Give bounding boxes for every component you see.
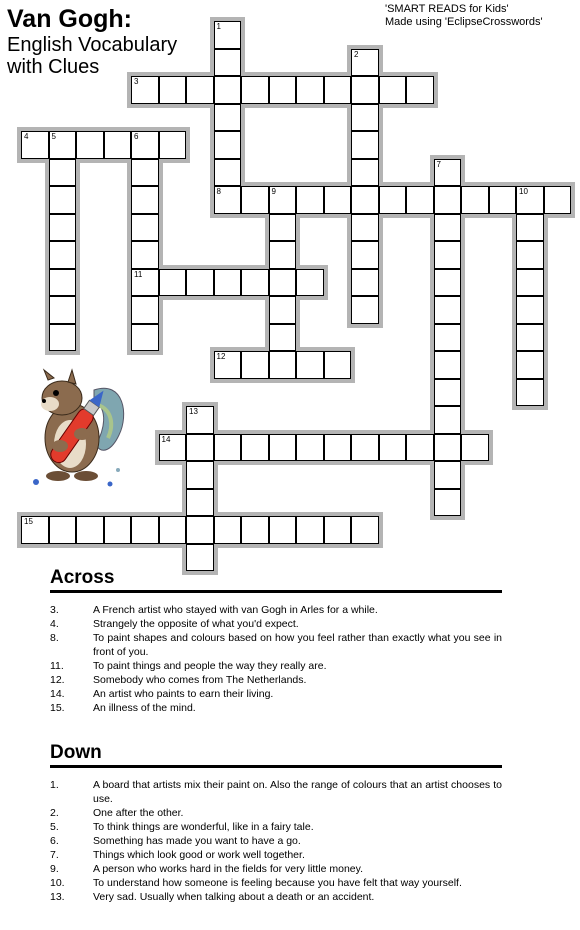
grid-cell[interactable] bbox=[131, 186, 159, 214]
grid-cell[interactable] bbox=[49, 214, 77, 242]
clue-item-number: 12. bbox=[50, 674, 65, 686]
clue-number: 3 bbox=[134, 77, 139, 86]
grid-cell[interactable] bbox=[296, 186, 324, 214]
grid-cell[interactable] bbox=[434, 241, 462, 269]
grid-cell[interactable] bbox=[351, 186, 379, 214]
grid-cell[interactable] bbox=[324, 516, 352, 544]
clue-item bbox=[50, 806, 502, 820]
grid-cell[interactable] bbox=[406, 186, 434, 214]
title-line-2: English Vocabulary bbox=[7, 34, 178, 56]
clue-item bbox=[50, 701, 502, 715]
grid-cell[interactable] bbox=[186, 489, 214, 517]
grid-cell[interactable] bbox=[489, 186, 517, 214]
across-clue-list bbox=[50, 603, 502, 715]
clue-item-number: 8. bbox=[50, 632, 59, 644]
grid-cell[interactable] bbox=[516, 269, 544, 297]
across-heading: Across bbox=[50, 566, 502, 593]
across-clues-section bbox=[50, 566, 502, 715]
title-line-1: Van Gogh: bbox=[7, 5, 132, 33]
grid-cell[interactable] bbox=[214, 49, 242, 77]
grid-cell[interactable] bbox=[351, 296, 379, 324]
clue-item-number: 2. bbox=[50, 807, 59, 819]
grid-cell[interactable] bbox=[49, 131, 77, 159]
clue-item-number: 6. bbox=[50, 835, 59, 847]
clue-item-number: 3. bbox=[50, 604, 59, 616]
clue-number: 13 bbox=[189, 407, 198, 416]
clue-number: 5 bbox=[51, 132, 56, 141]
grid-cell[interactable] bbox=[296, 76, 324, 104]
clue-number: 4 bbox=[24, 132, 29, 141]
clue-item-text: Things which look good or work well together. bbox=[93, 849, 305, 861]
grid-cell[interactable] bbox=[21, 131, 49, 159]
grid-cell[interactable] bbox=[296, 434, 324, 462]
down-heading: Down bbox=[50, 741, 502, 768]
grid-cell[interactable] bbox=[159, 269, 187, 297]
clue-item-number: 9. bbox=[50, 863, 59, 875]
clue-item-text: A board that artists mix their paint on. Also the range of colours that an artist chooses to use. bbox=[93, 779, 502, 805]
grid-cell[interactable] bbox=[214, 434, 242, 462]
clue-item bbox=[50, 603, 502, 617]
clue-item-text: Strangely the opposite of what you'd expect. bbox=[93, 618, 299, 630]
grid-cell[interactable] bbox=[296, 351, 324, 379]
grid-cell[interactable] bbox=[351, 159, 379, 187]
clue-item-number: 5. bbox=[50, 821, 59, 833]
grid-cell[interactable] bbox=[186, 516, 214, 544]
grid-cell[interactable] bbox=[49, 324, 77, 352]
grid-cell[interactable] bbox=[269, 296, 297, 324]
clue-item-text: Something has made you want to have a go. bbox=[93, 835, 301, 847]
clue-item-text: A person who works hard in the fields for very little money. bbox=[93, 863, 364, 875]
grid-cell[interactable] bbox=[516, 296, 544, 324]
grid-cell[interactable] bbox=[324, 434, 352, 462]
grid-cell[interactable] bbox=[131, 296, 159, 324]
clue-number: 7 bbox=[436, 159, 441, 169]
grid-cell[interactable] bbox=[186, 434, 214, 462]
clue-number: 1 bbox=[216, 22, 221, 31]
grid-cell[interactable] bbox=[76, 516, 104, 544]
clue-item-text: Somebody who comes from The Netherlands. bbox=[93, 674, 307, 686]
clue-item-text: One after the other. bbox=[93, 807, 184, 819]
down-clue-list bbox=[50, 778, 502, 904]
grid-cell[interactable] bbox=[214, 131, 242, 159]
grid-cell[interactable] bbox=[434, 461, 462, 489]
squirrel-with-paintbrush-icon bbox=[24, 360, 130, 492]
clue-item bbox=[50, 834, 502, 848]
clue-number: 11 bbox=[134, 269, 143, 279]
grid-cell[interactable] bbox=[131, 159, 159, 187]
grid-cell[interactable] bbox=[351, 214, 379, 242]
grid-cell[interactable] bbox=[49, 186, 77, 214]
clue-item-text: To think things are wonderful, like in a fairy tale. bbox=[93, 821, 314, 833]
grid-cell[interactable] bbox=[434, 434, 462, 462]
clue-number: 8 bbox=[216, 187, 221, 196]
grid-cell[interactable] bbox=[21, 516, 49, 544]
grid-cell[interactable] bbox=[186, 269, 214, 297]
grid-cell[interactable] bbox=[49, 296, 77, 324]
grid-cell[interactable] bbox=[269, 324, 297, 352]
clue-item-text: An illness of the mind. bbox=[93, 702, 196, 714]
clue-item bbox=[50, 862, 502, 876]
clue-item-text: A French artist who stayed with van Gogh in Arles for a while. bbox=[93, 604, 378, 616]
clue-item-number: 7. bbox=[50, 849, 59, 861]
grid-cell[interactable] bbox=[434, 214, 462, 242]
clue-number: 9 bbox=[271, 187, 276, 196]
grid-cell[interactable] bbox=[186, 406, 214, 434]
clue-item bbox=[50, 778, 502, 806]
grid-cell[interactable] bbox=[269, 214, 297, 242]
grid-cell[interactable] bbox=[269, 269, 297, 297]
clue-number: 12 bbox=[216, 352, 226, 361]
clue-number: 10 bbox=[519, 187, 528, 196]
grid-cell[interactable] bbox=[241, 76, 269, 104]
clue-item-text: To understand how someone is feeling because you have felt that way yourself. bbox=[93, 877, 462, 889]
grid-cell[interactable] bbox=[351, 49, 379, 77]
grid-cell[interactable] bbox=[214, 21, 242, 49]
grid-cell[interactable] bbox=[131, 269, 159, 297]
clue-item-number: 11. bbox=[50, 660, 64, 672]
grid-cell[interactable] bbox=[434, 186, 462, 214]
grid-cell[interactable] bbox=[159, 516, 187, 544]
grid-cell[interactable] bbox=[269, 351, 297, 379]
grid-cell[interactable] bbox=[214, 186, 242, 214]
grid-cell[interactable] bbox=[516, 379, 544, 407]
grid-cell[interactable] bbox=[434, 324, 462, 352]
clue-item bbox=[50, 631, 502, 659]
grid-cell[interactable] bbox=[76, 131, 104, 159]
grid-cell[interactable] bbox=[351, 434, 379, 462]
grid-cell[interactable] bbox=[186, 461, 214, 489]
clue-item bbox=[50, 687, 502, 701]
grid-cell[interactable] bbox=[434, 351, 462, 379]
grid-cell[interactable] bbox=[434, 379, 462, 407]
grid-cell[interactable] bbox=[324, 351, 352, 379]
grid-cell[interactable] bbox=[241, 269, 269, 297]
clue-item-number: 15. bbox=[50, 702, 65, 714]
grid-cell[interactable] bbox=[241, 351, 269, 379]
grid-cell[interactable] bbox=[49, 516, 77, 544]
grid-cell[interactable] bbox=[214, 269, 242, 297]
grid-cell[interactable] bbox=[351, 241, 379, 269]
grid-cell[interactable] bbox=[159, 434, 187, 462]
grid-cell[interactable] bbox=[351, 76, 379, 104]
grid-cell[interactable] bbox=[379, 434, 407, 462]
credits-line-2: Made using 'EclipseCrosswords' bbox=[385, 16, 543, 28]
grid-cell[interactable] bbox=[379, 186, 407, 214]
grid-cell[interactable] bbox=[214, 351, 242, 379]
credits-line-1: 'SMART READS for Kids' bbox=[385, 3, 509, 15]
clue-item bbox=[50, 673, 502, 687]
clue-item bbox=[50, 848, 502, 862]
grid-cell[interactable] bbox=[434, 489, 462, 517]
grid-cell[interactable] bbox=[269, 186, 297, 214]
grid-cell[interactable] bbox=[434, 159, 462, 187]
grid-cell[interactable] bbox=[241, 434, 269, 462]
grid-cell[interactable] bbox=[131, 324, 159, 352]
clue-item-text: To paint things and people the way they really are. bbox=[93, 660, 327, 672]
grid-cell[interactable] bbox=[461, 186, 489, 214]
grid-cell[interactable] bbox=[324, 186, 352, 214]
grid-cell[interactable] bbox=[269, 516, 297, 544]
clue-item bbox=[50, 876, 502, 890]
grid-cell[interactable] bbox=[241, 186, 269, 214]
grid-cell[interactable] bbox=[269, 434, 297, 462]
grid-cell[interactable] bbox=[434, 269, 462, 297]
grid-cell[interactable] bbox=[296, 269, 324, 297]
grid-cell[interactable] bbox=[544, 186, 572, 214]
grid-cell[interactable] bbox=[159, 76, 187, 104]
clue-item-text: Very sad. Usually when talking about a death or an accident. bbox=[93, 891, 375, 903]
grid-cell[interactable] bbox=[516, 214, 544, 242]
grid-cell[interactable] bbox=[131, 214, 159, 242]
clue-item bbox=[50, 890, 502, 904]
grid-cell[interactable] bbox=[214, 159, 242, 187]
grid-cell[interactable] bbox=[131, 131, 159, 159]
grid-cell[interactable] bbox=[49, 269, 77, 297]
clue-item-number: 14. bbox=[50, 688, 65, 700]
grid-cell[interactable] bbox=[214, 104, 242, 132]
grid-cell[interactable] bbox=[406, 434, 434, 462]
clue-number: 14 bbox=[161, 434, 171, 444]
grid-cell[interactable] bbox=[269, 241, 297, 269]
grid-cell[interactable] bbox=[241, 516, 269, 544]
grid-cell[interactable] bbox=[351, 516, 379, 544]
grid-cell[interactable] bbox=[131, 516, 159, 544]
grid-cell[interactable] bbox=[434, 406, 462, 434]
clue-item-text: An artist who paints to earn their living. bbox=[93, 688, 274, 700]
grid-cell[interactable] bbox=[516, 351, 544, 379]
grid-cell[interactable] bbox=[131, 76, 159, 104]
clue-item bbox=[50, 659, 502, 673]
grid-cell[interactable] bbox=[159, 131, 187, 159]
grid-cell[interactable] bbox=[351, 104, 379, 132]
clue-number: 15 bbox=[24, 517, 33, 526]
clue-item bbox=[50, 820, 502, 834]
down-clues-section bbox=[50, 741, 502, 904]
grid-cell[interactable] bbox=[49, 159, 77, 187]
grid-cell[interactable] bbox=[214, 516, 242, 544]
clue-item bbox=[50, 617, 502, 631]
clue-item-number: 4. bbox=[50, 618, 59, 630]
clue-item-text: To paint shapes and colours based on how you feel rather than exactly what you see in front of you. bbox=[93, 632, 502, 658]
grid-cell[interactable] bbox=[49, 241, 77, 269]
grid-cell[interactable] bbox=[406, 76, 434, 104]
grid-cell[interactable] bbox=[516, 324, 544, 352]
grid-cell[interactable] bbox=[186, 76, 214, 104]
clue-item-number: 13. bbox=[50, 891, 65, 903]
grid-cell[interactable] bbox=[131, 241, 159, 269]
grid-cell[interactable] bbox=[516, 186, 544, 214]
grid-cell[interactable] bbox=[351, 131, 379, 159]
clue-item-number: 1. bbox=[50, 779, 59, 791]
title-line-3: with Clues bbox=[7, 56, 100, 78]
grid-cell[interactable] bbox=[104, 131, 132, 159]
grid-cell[interactable] bbox=[269, 76, 297, 104]
grid-cell[interactable] bbox=[296, 516, 324, 544]
grid-cell[interactable] bbox=[324, 76, 352, 104]
grid-cell[interactable] bbox=[461, 434, 489, 462]
grid-cell[interactable] bbox=[214, 76, 242, 104]
clue-item-number: 10. bbox=[50, 877, 65, 889]
grid-cell[interactable] bbox=[434, 296, 462, 324]
grid-cell[interactable] bbox=[516, 241, 544, 269]
grid-cell[interactable] bbox=[379, 76, 407, 104]
grid-cell[interactable] bbox=[351, 269, 379, 297]
grid-cell[interactable] bbox=[104, 516, 132, 544]
clue-number: 2 bbox=[354, 49, 359, 59]
clue-number: 6 bbox=[134, 132, 139, 141]
